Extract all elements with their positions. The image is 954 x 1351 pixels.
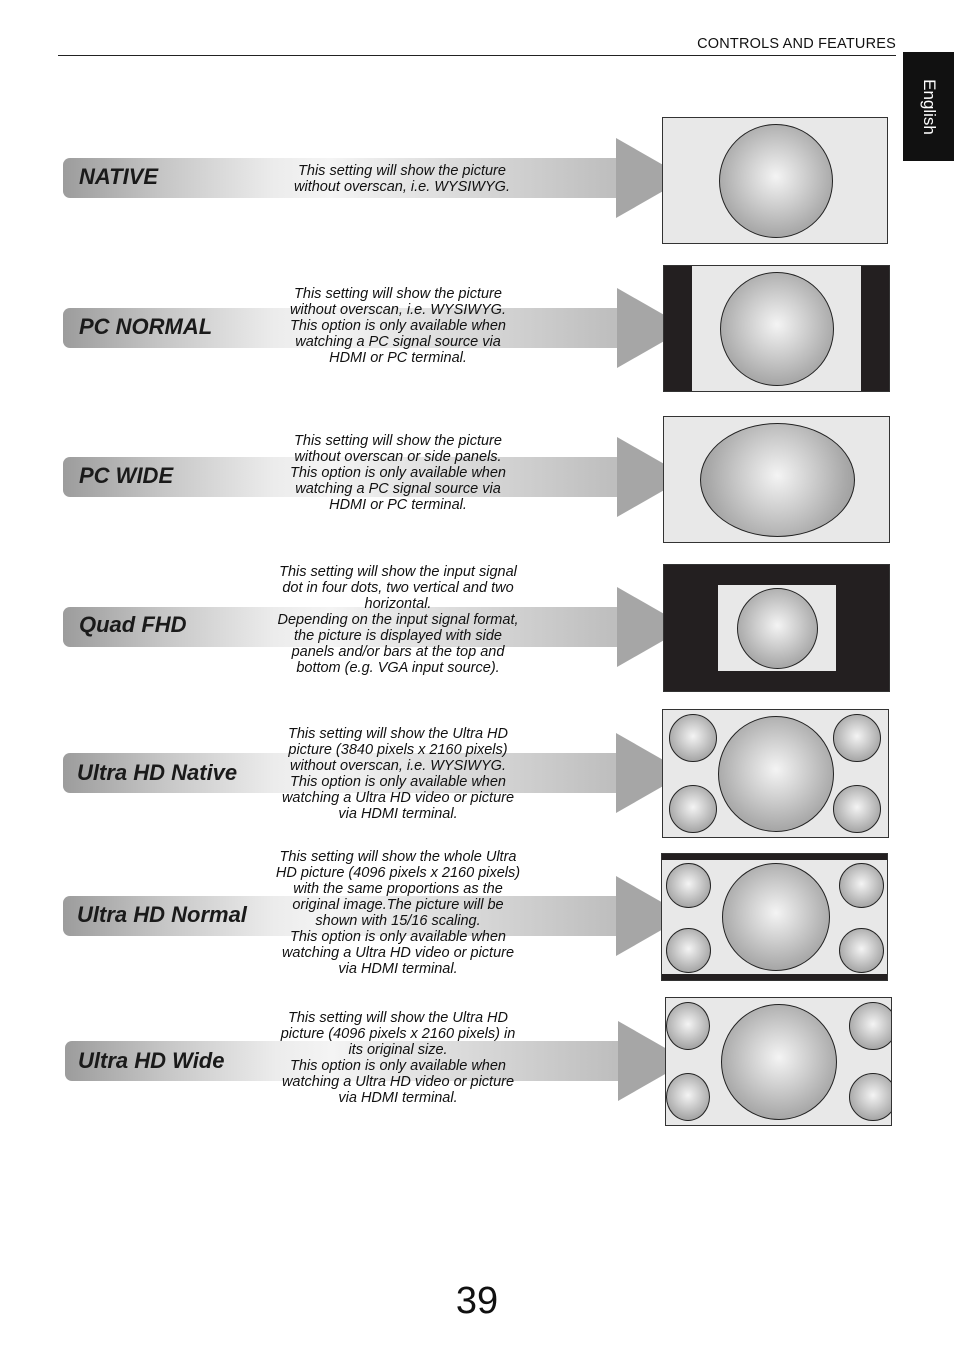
picture-circle [719,124,833,238]
mode-description: This setting will show the whole Ultra HD picture (4096 pixels x 2160 pixels) with the same proportions as the original image.The picture will be shown with 15/16 scaling. This option is only available when watching a Ultra HD video or picture via HDMI terminal. [275,849,521,977]
screen-illustration [661,853,888,981]
corner-circle [669,714,717,762]
corner-circle [666,863,711,908]
mode-label: PC NORMAL [79,314,213,339]
mode-description: This setting will show the picture without overscan, i.e. WYSIWYG. [294,163,510,195]
mode-label: Ultra HD Normal [77,902,247,927]
picture-area [718,585,836,671]
mode-label: NATIVE [79,164,159,189]
picture-area [692,266,861,391]
corner-circle [833,785,881,833]
section-title: CONTROLS AND FEATURES [697,36,896,52]
mode-description: This setting will show the Ultra HD picture (4096 pixels x 2160 pixels) in its original size. This option is only available when watching a Ultra HD video or picture via HDMI terminal. [280,1010,516,1106]
picture-circle [718,716,834,832]
picture-circle [737,588,818,669]
language-tab [903,52,954,161]
mode-description: This setting will show the picture without overscan, i.e. WYSIWYG. This option is only available when watching a PC signal source via HDMI or PC terminal. [289,286,506,366]
corner-circle [666,1073,710,1121]
picture-area [662,860,887,974]
corner-circle [839,863,884,908]
mode-description: This setting will show the input signal dot in four dots, two vertical and two horizontal. Depending on the input signal format, the picture is displayed with side panels and/or bars at the top and bottom (e.g. VGA input source). [277,564,519,676]
mode-label: Quad FHD [79,612,187,637]
page-header [58,34,896,56]
screen-illustration [662,117,888,244]
mode-label: Ultra HD Native [77,760,238,785]
corner-circle [849,1073,892,1121]
screen-illustration [663,564,890,692]
corner-circle [849,1002,892,1050]
mode-description: This setting will show the Ultra HD picture (3840 pixels x 2160 pixels) without overscan, i.e. WYSIWYG. This option is only available when watching a Ultra HD video or picture via HDMI terminal. [281,726,515,822]
language-tab-label: English [919,78,939,135]
screen-illustration [662,709,889,838]
mode-description: This setting will show the picture without overscan or side panels. This option is only available when watching a PC signal source via HDMI or PC terminal. [289,433,506,513]
mode-label: Ultra HD Wide [78,1048,225,1073]
mode-label: PC WIDE [79,463,174,488]
screen-illustration [663,416,890,543]
corner-circle [839,928,884,973]
corner-circle [669,785,717,833]
corner-circle [833,714,881,762]
corner-circle [666,1002,710,1050]
picture-circle [720,272,834,386]
picture-circle [722,863,830,971]
page-number: 39 [455,1280,499,1322]
corner-circle [666,928,711,973]
screen-illustration [663,265,890,392]
screen-illustration [665,997,892,1126]
picture-circle [721,1004,837,1120]
picture-oval [700,423,855,537]
